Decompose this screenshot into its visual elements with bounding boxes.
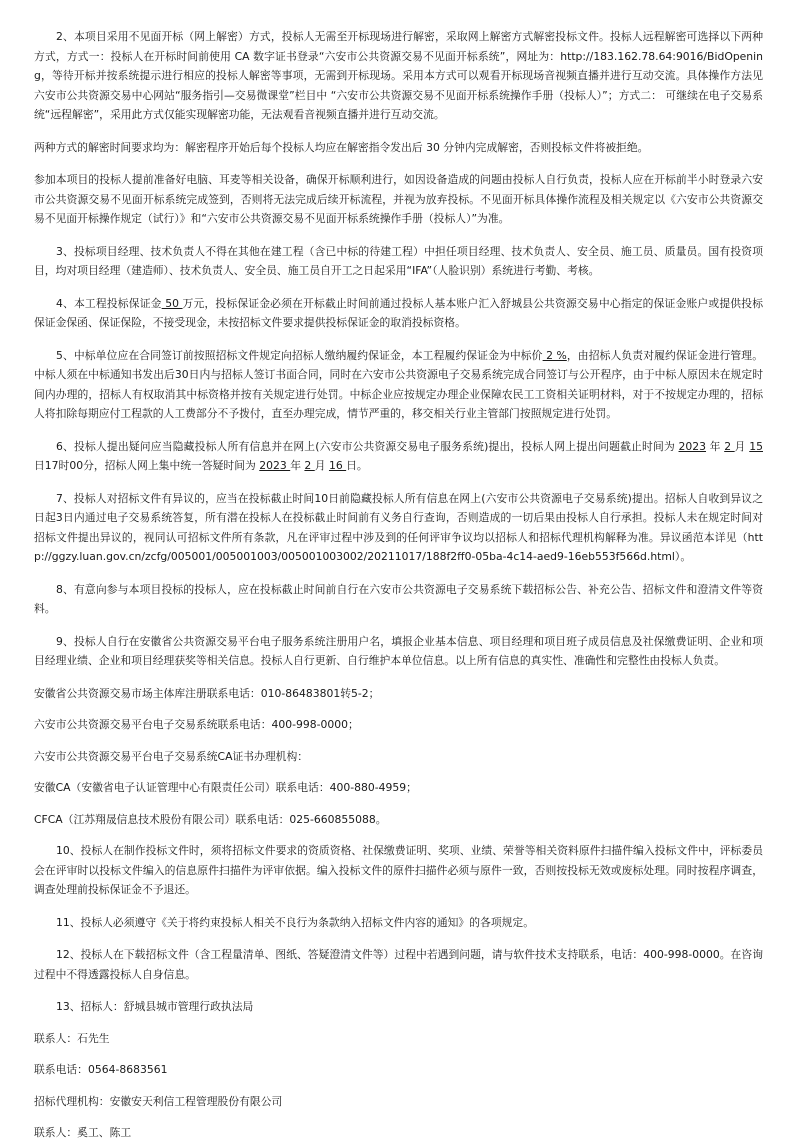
footer-contact-person: 联系人：石先生 <box>34 1031 110 1045</box>
question-deadline-year: 2023 <box>678 439 707 453</box>
participation-requirement: 参加本项目的投标人提前准备好电脑、耳麦等相关设备，确保开标顺利进行，如因设备造成的问题由投标人自行负责，投标人应在开标前半小时登录六安市公共资源交易不见面开标系统完成签到，否则将无法完成后续开标流程，并视为放弃投标。不见面开标具体操作流程及相关规定以《六安市公共资源交易不见面开标操作规定（试行）》和“六安市公共资源交易不见面开标系统操作手册（投标人）”为准。 <box>34 173 763 225</box>
answer-year: 2023 <box>259 459 291 472</box>
item-5-performance-bond: 5、中标单位应在合同签订前按照招标文件规定向招标人缴纳履约保证金，本工程履约保证金为中标价 2 %，由招标人负责对履约保证金进行管理。中标人须在中标通知书发出后30日内与招标人签订书面合同，同时在六安市公共资源电子交易系统完成合同签订与公开程序，由于中标人原因未在规定时间内办理的，招标人有权取消其中标资格并按有关规定进行处罚。中标企业应按规定办理企业保障农民工工资相关证明材料，对于不按规定办理的，招标人将扣除每期应付工程款的人工费部分不予拨付，直至办理完成，情节严重的，移交相关行业主管部门按照规定进行处罚。 <box>34 348 763 420</box>
decryption-time-requirement: 两种方式的解密时间要求均为：解密程序开始后每个投标人均应在解密指令发出后 30 分钟内完成解密，否则投标文件将被拒绝。 <box>34 140 649 154</box>
item-2-decryption-method: 2、本项目采用不见面开标（网上解密）方式，投标人无需至开标现场进行解密，采取网上解密方式解密投标文件。投标人远程解密可选择以下两种方式，方式一：投标人在开标时间前使用 CA 数字证书登录“六安市公共资源交易不见面开标系统”，网址为：http://183.162.78.64:9016/BidOpening，等待开标并按系统提示进行相应的投标人解密等事项，无需到开标现场。采用本方式可以观看开标现场音视频直播并进行互动交流。具体操作方法见六安市公共资源交易中心网站“服务指引—交易微课堂”栏目中 “六安市公共资源交易不见面开标系统操作手册（投标人）”；方式二： 可继续在电子交易系统“远程解密”，采用此方式仅能实现解密功能，无法观看音视频直播并进行互动交流。 <box>34 30 763 121</box>
performance-bond-percent: 2 % <box>542 348 567 362</box>
contact-line: 安徽CA（安徽省电子认证管理中心有限责任公司）联系电话：400-880-4959； <box>34 781 417 794</box>
item-7-objections: 7、投标人对招标文件有异议的，应当在投标截止时间10日前隐藏投标人所有信息在网上(六安市公共资源电子交易系统)提出。招标人自收到异议之日起3日内通过电子交易系统答复，所有潜在投标人在投标截止时间前有义务自行查询，否则造成的一切后果由投标人自行承担。投标人未在规定时间对招标文件提出异议的，视同认可招标文件所有条款，凡在评审过程中涉及到的任何评审争议均以招标人和招标代理机构解释为准。异议函范本详见（http://ggzy.luan.gov.cn/zcfg/005001/005001003/005001003002/20211017/188f2ff0-05ba-4c14-aed9-16eb553f566d.html）。 <box>34 491 763 563</box>
answer-day: 16 <box>328 459 347 472</box>
contact-line: 安徽省公共资源交易市场主体库注册联系电话：010-86483801转5-2； <box>34 686 380 700</box>
item-9-registration: 9、投标人自行在安徽省公共资源交易平台电子服务系统注册用户名，填报企业基本信息、项目经理和项目班子成员信息及社保缴费证明、企业和项目经理业绩、企业和项目经理获奖等相关信息。投标人自行更新、自行维护本单位信息。以上所有信息的真实性、准确性和完整性由投标人负责。 <box>34 634 763 667</box>
question-deadline-day: 15 <box>749 439 763 453</box>
question-deadline-month: 2 <box>724 439 735 453</box>
contact-line: 六安市公共资源交易平台电子交易系统联系电话：400-998-0000； <box>34 718 359 731</box>
item-4-bid-bond: 4、本工程投标保证金 50 万元，投标保证金必须在开标截止时间前通过投标人基本账户汇入舒城县公共资源交易中心指定的保证金账户或提供投标保证金保函、保证保险，不接受现金，未按招标文件要求提供投标保证金的取消投标资格。 <box>34 296 763 329</box>
footer-agency: 招标代理机构：安徽安天利信工程管理股份有限公司 <box>34 1094 283 1108</box>
contact-line: CFCA（江苏翔晟信息技术股份有限公司）联系电话：025-660855088。 <box>34 812 387 826</box>
footer-agency-contact: 联系人：奚工、陈工 <box>34 1126 132 1139</box>
bid-bond-amount: 50 <box>161 296 183 310</box>
item-3-project-manager: 3、投标项目经理、技术负责人不得在其他在建工程（含已中标的待建工程）中担任项目经理、技术负责人、安全员、施工员、质量员。国有投资项目，均对项目经理（建造师）、技术负责人、安全员、施工员自开工之日起采用“IFA”（人脸识别）系统进行考勤、考核。 <box>34 244 763 277</box>
item-13-tenderer: 13、招标人：舒城县城市管理行政执法局 <box>56 1000 254 1013</box>
answer-month: 2 <box>304 459 315 472</box>
item-6-questions-deadline: 6、投标人提出疑问应当隐藏投标人所有信息并在网上(六安市公共资源交易电子服务系统)提出，投标人网上提出问题截止时间为 2023 年 2 月 15 日17时00分，招标人网上集中统一答疑时间为 2023 年 2 月 16 日。 <box>34 439 763 472</box>
item-11-compliance: 11、投标人必须遵守《关于将约束投标人相关不良行为条款纳入招标文件内容的通知》的各项规定。 <box>56 915 535 929</box>
item-12-tech-support: 12、投标人在下载招标文件（含工程量清单、图纸、答疑澄清文件等）过程中若遇到问题，请与软件技术支持联系，电话：400-998-0000。在咨询过程中不得透露投标人自身信息。 <box>34 948 763 981</box>
item-10-scanned-originals: 10、投标人在制作投标文件时，须将招标文件要求的资质资格、社保缴费证明、奖项、业绩、荣誉等相关资料原件扫描件编入投标文件中，评标委员会在评审时以投标文件编入的信息原件扫描件为评审依据。编入投标文件的原件扫描件必须与原件一致，否则按投标无效或废标处理。同时按程序调查，调查处理前投标保证金不予退还。 <box>34 844 763 896</box>
item-8-download-documents: 8、有意向参与本项目投标的投标人，应在投标截止时间前自行在六安市公共资源电子交易系统下载招标公告、补充公告、招标文件和澄清文件等资料。 <box>34 582 763 615</box>
footer-contact-phone: 联系电话：0564-8683561 <box>34 1063 168 1076</box>
contact-line: 六安市公共资源交易平台电子交易系统CA证书办理机构： <box>34 749 309 763</box>
